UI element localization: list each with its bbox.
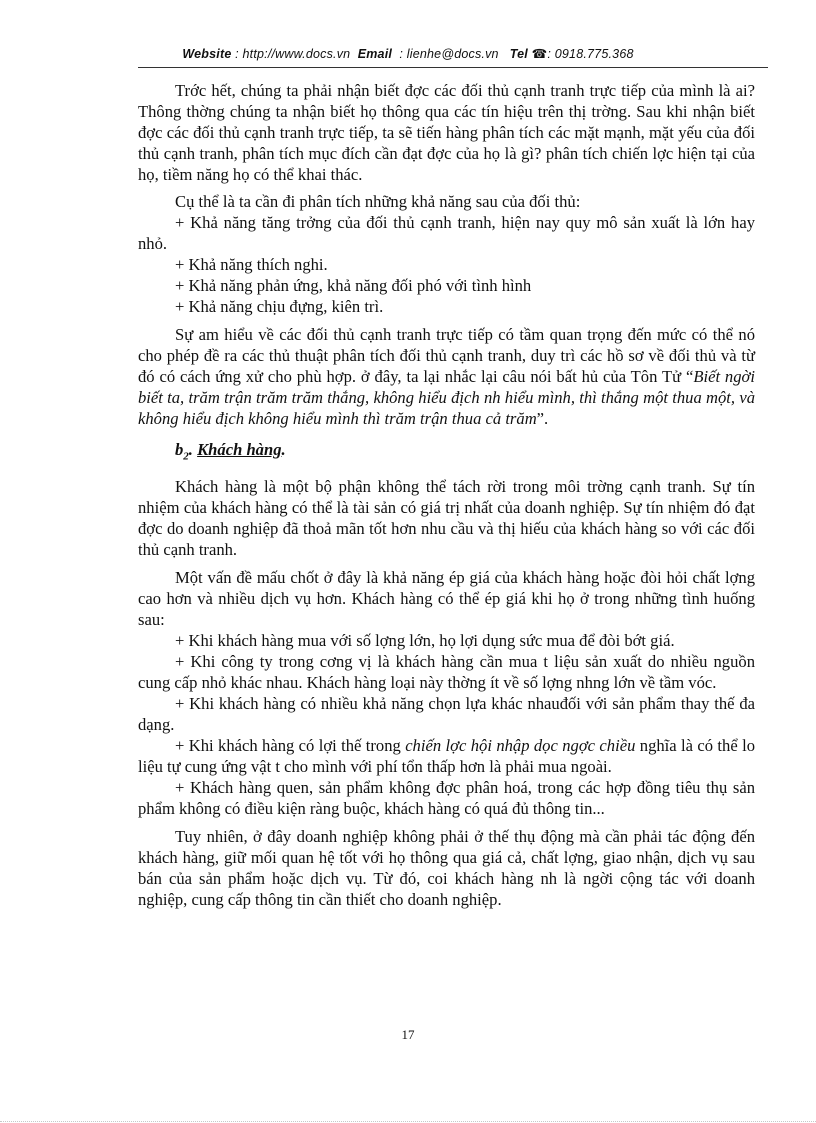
list-item: + Khả năng thích nghi. (175, 255, 328, 274)
list-item-emphasis: chiến lợc hội nhập dọc ngợc chiều (405, 736, 636, 756)
list-item: + Khả năng phản ứng, khả năng đối phó với tình hình (175, 276, 532, 295)
quote-intro: Sự am hiểu về các đối thủ cạnh tranh trực tiếp có tầm quan trọng đến mức có thể nó cho phép đề ra các thủ thuật phân tích đối thủ cạnh tranh, duy trì các hồ sơ về đối thủ và từ đó có cách ứng xử cho phù hợp. ở đây, ta lại nhắc lại câu nói bất hủ của Tôn Tử “ (138, 325, 755, 386)
page-number: 17 (401, 1027, 415, 1042)
paragraph: Cụ thể là ta cần đi phân tích những khả năng sau của đối thủ: (175, 192, 581, 211)
paragraph: Khách hàng là một bộ phận không thể tách rời trong môi trờng cạnh tranh. Sự tín nhiệm của khách hàng có thể là tài sản có giá trị nhất của doanh nghiệp. Sự tín nhiệm đó đạt đợc do doanh nghiệp đã thoả mãn tốt hơn nhu cầu và thị hiếu của khách hàng so với các đối thủ cạnh tranh. (138, 477, 755, 560)
page-header (0, 46, 816, 61)
email-value: : lienhe@docs.vn (399, 47, 499, 61)
header-rule (138, 67, 768, 68)
tel-value: : 0918.775.368 (547, 47, 634, 61)
list-item-text-end: nghĩa là có thể lo liệu tự cung ứng vật t cho mình với phí tổn thấp hơn là phải mua ngoài. (138, 736, 755, 777)
list-item-text: + Khi khách hàng có lợi thế trong (175, 736, 401, 756)
list-item: + Khi khách hàng mua với số lợng lớn, họ lợi dụng sức mua để đòi bớt giá. (175, 631, 675, 651)
list-item: + Khả năng chịu đựng, kiên trì. (175, 297, 384, 316)
list-item: + Khách hàng quen, sản phẩm không đợc phân hoá, trong các hợp đồng tiêu thụ sản phẩm không có điều kiện ràng buộc, khách hàng có quá đủ thông tin... (138, 778, 755, 819)
quote-end: ”. (536, 409, 549, 428)
heading-subscript: 2 (183, 450, 189, 463)
list-item: + Khi công ty trong cơng vị là khách hàng cần mua t liệu sản xuất do nhiều nguồn cung cấp nhỏ khác nhau. Khách hàng loại này thờng ít về số lợng nhng lớn về tầm vóc. (138, 652, 755, 693)
quote-text: Biết ngời biết ta, trăm trận trăm trăm thắng, không hiểu địch nh hiểu mình, thì thắng một thua một, và không hiểu địch không hiểu mình thì trăm trận thua cả trăm (138, 367, 755, 428)
paragraph: Một vấn đề mấu chốt ở đây là khả năng ép giá của khách hàng hoặc đòi hỏi chất lợng cao hơn và nhiều dịch vụ hơn. Khách hàng có thể ép giá khi họ ở trong những tình huống sau: (138, 568, 755, 630)
email-label: Email (357, 47, 393, 61)
paragraph-quote (138, 324, 755, 429)
tel-label: Tel (509, 47, 528, 61)
list-item: + Khả năng tăng trởng của đối thủ cạnh tranh, hiện nay quy mô sản xuất là lớn hay nhỏ. (138, 213, 755, 253)
website-value: : http://www.docs.vn (235, 47, 351, 61)
list-item (138, 735, 755, 777)
phone-icon: ☎ (531, 47, 548, 61)
heading-dot: . (188, 440, 193, 459)
paragraph: Tuy nhiên, ở đây doanh nghiệp không phải ở thế thụ động mà cần phải tác động đến khách hàng, giữ mối quan hệ tốt với họ thông qua giá cả, chất lợng, giao nhận, dịch vụ sau bán của sản phẩm hoặc dịch vụ. Từ đó, coi khách hàng nh là ngời cộng tác với doanh nghiệp, cung cấp thông tin cần thiết cho doanh nghiệp. (138, 827, 755, 910)
section-heading: $b_2$. Khách hàng. (175, 440, 286, 463)
heading-title: Khách hàng (197, 440, 282, 459)
heading-letter: b (175, 440, 184, 459)
page-bottom-divider (0, 1121, 816, 1122)
paragraph: Trớc hết, chúng ta phải nhận biết đợc các đối thủ cạnh tranh trực tiếp của mình là ai? Thông thờng chúng ta nhận biết họ thông qua các tín hiệu trên thị trờng. Sau khi nhận biết đợc các đối thủ cạnh tranh trực tiếp, ta sẽ tiến hàng phân tích các mặt mạnh, mặt yếu của đối thủ cạnh tranh, phân tích mục đích cần đạt đợc của họ là gì? phân tích chiến lợc hiện tại của họ, tiềm năng họ có thể khai thác. (138, 81, 755, 184)
document-body (138, 80, 755, 910)
list-item: + Khi khách hàng có nhiều khả năng chọn lựa khác nhauđối với sản phẩm thay thế đa dạng. (138, 694, 755, 735)
website-label: Website (182, 47, 232, 61)
